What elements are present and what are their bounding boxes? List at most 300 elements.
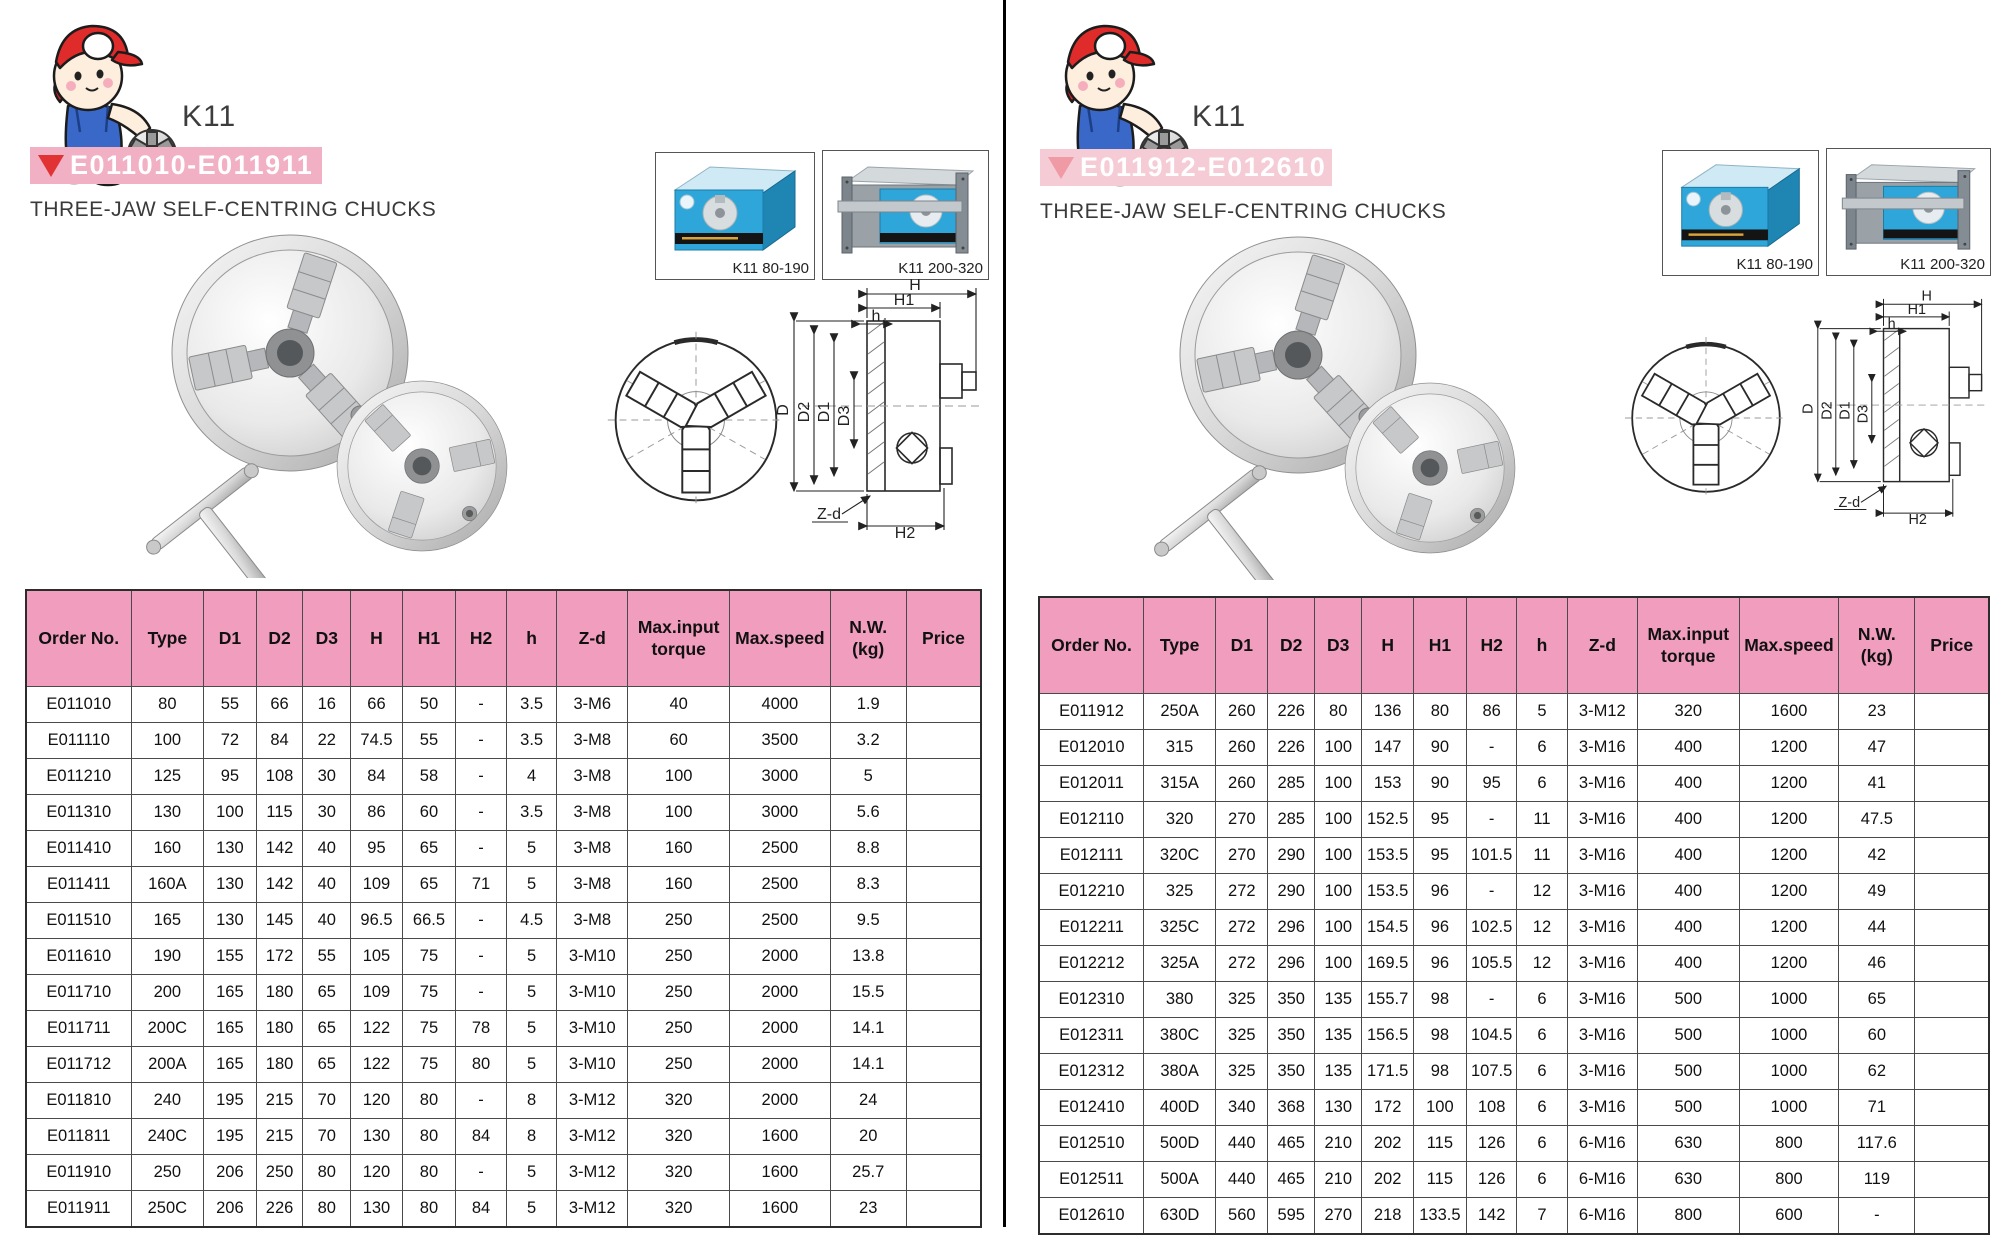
table-cell: 23 <box>1839 694 1915 730</box>
table-cell: 6 <box>1517 1054 1567 1090</box>
table-cell: 800 <box>1739 1126 1839 1162</box>
table-cell: 3.5 <box>506 723 557 759</box>
table-cell: 250 <box>131 1155 204 1191</box>
table-cell: 320 <box>1637 694 1739 730</box>
table-cell: 50 <box>402 687 455 723</box>
table-cell: 500 <box>1637 1018 1739 1054</box>
table-cell: 285 <box>1268 802 1315 838</box>
table-cell: 104.5 <box>1466 1018 1516 1054</box>
table-cell: - <box>456 1155 507 1191</box>
table-cell: - <box>1466 874 1516 910</box>
table-cell <box>1915 874 1989 910</box>
front-view-drawing <box>598 322 794 518</box>
table-cell: 165 <box>204 1047 257 1083</box>
table-cell <box>1915 1162 1989 1198</box>
column-header: Order No. <box>1039 597 1144 694</box>
table-cell: - <box>456 687 507 723</box>
table-cell: 440 <box>1216 1162 1268 1198</box>
table-cell: 122 <box>351 1047 403 1083</box>
table-cell <box>1915 1126 1989 1162</box>
chuck-key-photo <box>1152 463 1342 580</box>
table-cell: 400 <box>1637 910 1739 946</box>
table-cell: 8 <box>506 1083 557 1119</box>
table-cell: 272 <box>1216 910 1268 946</box>
thumb-caption: K11 80-190 <box>732 260 809 277</box>
table-cell: 100 <box>1314 802 1362 838</box>
table-cell: 130 <box>131 795 204 831</box>
table-cell: 3-M16 <box>1567 982 1637 1018</box>
column-header: Type <box>131 590 204 687</box>
table-cell: - <box>1466 982 1516 1018</box>
table-cell: 560 <box>1216 1198 1268 1235</box>
table-cell: 1200 <box>1739 838 1839 874</box>
table-cell: 315 <box>1144 730 1216 766</box>
table-cell: 14.1 <box>830 1011 906 1047</box>
table-cell: 315A <box>1144 766 1216 802</box>
table-row <box>26 939 981 975</box>
table-cell <box>906 1191 981 1228</box>
spec-table <box>1038 596 1990 1235</box>
table-cell <box>906 795 981 831</box>
table-cell: 465 <box>1268 1162 1315 1198</box>
table-cell: 100 <box>1314 730 1362 766</box>
table-cell: 296 <box>1268 910 1315 946</box>
table-row <box>26 1155 981 1191</box>
table-cell: 3.2 <box>830 723 906 759</box>
table-cell: 154.5 <box>1362 910 1413 946</box>
table-cell: 95 <box>1413 838 1466 874</box>
table-cell: 12 <box>1517 910 1567 946</box>
table-cell: 119 <box>1839 1162 1915 1198</box>
table-cell: 4 <box>506 759 557 795</box>
table-cell: 100 <box>628 759 730 795</box>
table-cell: - <box>456 723 507 759</box>
table-cell: E012111 <box>1039 838 1144 874</box>
table-cell: 1600 <box>1739 694 1839 730</box>
table-cell: 4.5 <box>506 903 557 939</box>
table-cell: 102.5 <box>1466 910 1516 946</box>
table-cell: 96 <box>1413 946 1466 982</box>
table-cell: 44 <box>1839 910 1915 946</box>
table-cell: 130 <box>351 1119 403 1155</box>
side-view-drawing <box>1798 282 1995 530</box>
table-row <box>26 903 981 939</box>
table-cell: 215 <box>256 1083 303 1119</box>
table-cell: E012110 <box>1039 802 1144 838</box>
dim-label-Zd: Z-d <box>1838 494 1861 511</box>
table-cell: 145 <box>256 903 303 939</box>
dim-label-D3: D3 <box>1855 404 1872 424</box>
table-cell: 325 <box>1144 874 1216 910</box>
table-cell: 126 <box>1466 1162 1516 1198</box>
range-banner <box>1040 149 1332 186</box>
table-cell: 155 <box>204 939 257 975</box>
table-cell <box>1915 838 1989 874</box>
table-cell: 3-M8 <box>557 831 628 867</box>
table-cell: E011210 <box>26 759 131 795</box>
table-cell: 3-M10 <box>557 1047 628 1083</box>
table-cell: 320 <box>1144 802 1216 838</box>
table-cell: 3-M16 <box>1567 1018 1637 1054</box>
table-cell: 9.5 <box>830 903 906 939</box>
table-cell <box>1915 1090 1989 1126</box>
dim-label-Zd: Z-d <box>817 506 841 523</box>
table-cell: 210 <box>1314 1126 1362 1162</box>
table-cell: 126 <box>1466 1126 1516 1162</box>
table-cell: 74.5 <box>351 723 403 759</box>
table-row <box>26 1011 981 1047</box>
table-row <box>1039 730 1989 766</box>
table-cell: 75 <box>402 1011 455 1047</box>
table-cell: 75 <box>402 939 455 975</box>
range-text: E011912-E012610 <box>1080 152 1327 182</box>
table-cell: 1600 <box>730 1119 830 1155</box>
table-cell: 90 <box>1413 730 1466 766</box>
table-cell: 80 <box>303 1155 351 1191</box>
table-cell: 55 <box>402 723 455 759</box>
column-header: Max.input torque <box>1637 597 1739 694</box>
table-cell: 75 <box>402 975 455 1011</box>
model-label: K11 <box>1192 100 1247 133</box>
table-cell: 90 <box>1413 766 1466 802</box>
table-cell: 3-M12 <box>1567 694 1637 730</box>
table-cell: 2500 <box>730 867 830 903</box>
table-cell: 130 <box>204 831 257 867</box>
table-row <box>26 1191 981 1228</box>
table-cell: 325C <box>1144 910 1216 946</box>
table-cell: 260 <box>1216 730 1268 766</box>
table-cell: 3-M16 <box>1567 910 1637 946</box>
table-cell: 500 <box>1637 1090 1739 1126</box>
table-cell: E012610 <box>1039 1198 1144 1235</box>
table-cell: 3000 <box>730 759 830 795</box>
table-cell: E011912 <box>1039 694 1144 730</box>
table-cell: 800 <box>1739 1162 1839 1198</box>
table-row <box>1039 1054 1989 1090</box>
table-cell: 130 <box>351 1191 403 1228</box>
table-cell: 226 <box>1268 730 1315 766</box>
table-cell: 3-M8 <box>557 723 628 759</box>
thumb-caption: K11 80-190 <box>1736 256 1813 273</box>
table-cell: 400 <box>1637 730 1739 766</box>
table-cell: 260 <box>1216 766 1268 802</box>
table-cell: 135 <box>1314 982 1362 1018</box>
table-cell: 153.5 <box>1362 838 1413 874</box>
column-header: Max.speed <box>1739 597 1839 694</box>
table-cell: 65 <box>303 1011 351 1047</box>
table-cell: 100 <box>1314 766 1362 802</box>
table-cell: E011010 <box>26 687 131 723</box>
table-row <box>1039 838 1989 874</box>
table-cell: 120 <box>351 1155 403 1191</box>
table-cell <box>1915 766 1989 802</box>
table-cell: 80 <box>1314 694 1362 730</box>
table-cell: 3-M16 <box>1567 1054 1637 1090</box>
table-cell: E012410 <box>1039 1090 1144 1126</box>
table-cell: 12 <box>1517 874 1567 910</box>
thumb-caption: K11 200-320 <box>898 260 983 277</box>
table-cell <box>1915 946 1989 982</box>
table-cell: 100 <box>204 795 257 831</box>
table-cell: 1000 <box>1739 982 1839 1018</box>
table-cell <box>906 903 981 939</box>
table-row <box>1039 1126 1989 1162</box>
table-cell: 400 <box>1637 874 1739 910</box>
table-cell: 165 <box>131 903 204 939</box>
table-cell <box>906 1119 981 1155</box>
front-view-drawing <box>1616 328 1796 508</box>
table-cell: 6-M16 <box>1567 1162 1637 1198</box>
table-cell <box>906 975 981 1011</box>
table-cell: 147 <box>1362 730 1413 766</box>
table-cell: 84 <box>351 759 403 795</box>
column-header: N.W. (kg) <box>1839 597 1915 694</box>
table-cell: 630D <box>1144 1198 1216 1235</box>
table-cell <box>1915 1198 1989 1235</box>
table-cell: 100 <box>1314 910 1362 946</box>
dim-label-D: D <box>1800 403 1817 414</box>
table-cell: 135 <box>1314 1054 1362 1090</box>
table-cell: 3-M16 <box>1567 838 1637 874</box>
table-cell: 136 <box>1362 694 1413 730</box>
table-cell: 320C <box>1144 838 1216 874</box>
column-header: Max.speed <box>730 590 830 687</box>
table-cell: E011410 <box>26 831 131 867</box>
table-cell: 2000 <box>730 1047 830 1083</box>
table-cell <box>906 831 981 867</box>
table-cell: E011110 <box>26 723 131 759</box>
table-row <box>1039 874 1989 910</box>
table-cell: 108 <box>1466 1090 1516 1126</box>
packaging-thumb-carton <box>655 152 815 280</box>
table-cell: 250 <box>628 1011 730 1047</box>
table-cell: 350 <box>1268 1018 1315 1054</box>
table-cell: 14.1 <box>830 1047 906 1083</box>
table-cell: 133.5 <box>1413 1198 1466 1235</box>
table-cell: E011711 <box>26 1011 131 1047</box>
table-cell: 296 <box>1268 946 1315 982</box>
table-cell: 400 <box>1637 946 1739 982</box>
table-cell: 71 <box>1839 1090 1915 1126</box>
table-row <box>1039 982 1989 1018</box>
table-cell: 100 <box>1314 874 1362 910</box>
table-cell: 80 <box>402 1155 455 1191</box>
table-cell: 250 <box>628 903 730 939</box>
table-cell: 60 <box>1839 1018 1915 1054</box>
table-row <box>26 1119 981 1155</box>
table-row <box>26 795 981 831</box>
table-cell: 3-M6 <box>557 687 628 723</box>
table-cell: 5 <box>830 759 906 795</box>
table-cell: 115 <box>1413 1162 1466 1198</box>
dim-label-D2: D2 <box>796 401 813 423</box>
chuck-small-photo <box>1345 383 1515 553</box>
table-cell: 84 <box>256 723 303 759</box>
table-cell: 5 <box>506 1191 557 1228</box>
table-cell: 180 <box>256 975 303 1011</box>
table-cell: 49 <box>1839 874 1915 910</box>
table-cell: E011910 <box>26 1155 131 1191</box>
dim-label-H: H <box>1921 288 1932 305</box>
table-cell: 47.5 <box>1839 802 1915 838</box>
column-header: h <box>1517 597 1567 694</box>
table-cell: 105.5 <box>1466 946 1516 982</box>
dim-label-D1: D1 <box>816 401 833 423</box>
table-row <box>1039 694 1989 730</box>
dim-label-H: H <box>909 277 921 294</box>
table-cell: E012010 <box>1039 730 1144 766</box>
table-cell: 66 <box>351 687 403 723</box>
table-cell: 95 <box>1413 802 1466 838</box>
table-cell: 3-M8 <box>557 759 628 795</box>
table-cell: - <box>456 831 507 867</box>
table-cell: 71 <box>456 867 507 903</box>
table-cell: 40 <box>628 687 730 723</box>
table-cell: 500 <box>1637 982 1739 1018</box>
table-cell: E011712 <box>26 1047 131 1083</box>
table-cell: 206 <box>204 1155 257 1191</box>
table-cell: 65 <box>1839 982 1915 1018</box>
table-cell: 5 <box>506 867 557 903</box>
table-cell: 8 <box>506 1119 557 1155</box>
table-row <box>1039 1090 1989 1126</box>
table-cell: 290 <box>1268 838 1315 874</box>
table-cell <box>1915 730 1989 766</box>
table-cell: 6-M16 <box>1567 1126 1637 1162</box>
table-cell: 86 <box>1466 694 1516 730</box>
table-cell: 1000 <box>1739 1090 1839 1126</box>
column-header: Type <box>1144 597 1216 694</box>
table-cell: 169.5 <box>1362 946 1413 982</box>
table-cell: 153.5 <box>1362 874 1413 910</box>
table-cell <box>1915 982 1989 1018</box>
table-cell: 70 <box>303 1083 351 1119</box>
table-cell: 272 <box>1216 946 1268 982</box>
table-cell <box>1915 802 1989 838</box>
table-cell: 80 <box>303 1191 351 1228</box>
table-cell: 109 <box>351 975 403 1011</box>
table-cell: 1200 <box>1739 802 1839 838</box>
table-cell: E011310 <box>26 795 131 831</box>
table-cell: 11 <box>1517 802 1567 838</box>
column-header: D2 <box>1268 597 1315 694</box>
carton-box-icon <box>660 157 810 257</box>
column-header: Z-d <box>1567 597 1637 694</box>
table-cell: 400D <box>1144 1090 1216 1126</box>
table-row <box>26 831 981 867</box>
column-header: D1 <box>204 590 257 687</box>
table-cell: E012310 <box>1039 982 1144 1018</box>
table-cell: 1600 <box>730 1155 830 1191</box>
table-cell: 380A <box>1144 1054 1216 1090</box>
table-cell: 72 <box>204 723 257 759</box>
packaging-thumb-crate <box>1826 148 1991 276</box>
table-cell: 3-M8 <box>557 903 628 939</box>
table-cell: 3-M10 <box>557 1011 628 1047</box>
range-text: E011010-E011911 <box>70 150 314 180</box>
table-cell: 200A <box>131 1047 204 1083</box>
table-cell: 130 <box>204 903 257 939</box>
table-cell: 65 <box>303 975 351 1011</box>
table-cell: 350 <box>1268 982 1315 1018</box>
column-header: H <box>1362 597 1413 694</box>
table-cell: 80 <box>456 1047 507 1083</box>
table-cell: 500D <box>1144 1126 1216 1162</box>
table-cell: 5 <box>506 975 557 1011</box>
table-cell: 1.9 <box>830 687 906 723</box>
table-cell: 180 <box>256 1011 303 1047</box>
table-cell: 100 <box>1413 1090 1466 1126</box>
table-cell: 200 <box>131 975 204 1011</box>
table-cell: 2500 <box>730 831 830 867</box>
table-cell: 320 <box>628 1191 730 1228</box>
table-cell: E011610 <box>26 939 131 975</box>
table-cell: 75 <box>402 1047 455 1083</box>
table-row <box>26 1083 981 1119</box>
table-cell: 190 <box>131 939 204 975</box>
table-cell: 325A <box>1144 946 1216 982</box>
table-cell: 465 <box>1268 1126 1315 1162</box>
table-cell: 595 <box>1268 1198 1315 1235</box>
table-cell: 500A <box>1144 1162 1216 1198</box>
table-cell: 5 <box>506 939 557 975</box>
table-cell: 2000 <box>730 1011 830 1047</box>
dim-label-H2: H2 <box>1908 511 1927 528</box>
table-cell: 5 <box>506 1047 557 1083</box>
dim-label-H1: H1 <box>893 292 915 309</box>
table-cell: 142 <box>256 831 303 867</box>
table-cell: 2000 <box>730 939 830 975</box>
table-cell: 60 <box>402 795 455 831</box>
table-row <box>1039 802 1989 838</box>
table-cell: 325 <box>1216 1018 1268 1054</box>
spec-table <box>25 589 982 1228</box>
column-header: Order No. <box>26 590 131 687</box>
column-header: H1 <box>402 590 455 687</box>
table-cell: 320 <box>628 1083 730 1119</box>
table-cell: 195 <box>204 1119 257 1155</box>
table-cell <box>906 867 981 903</box>
table-cell: 25.7 <box>830 1155 906 1191</box>
product-photo <box>80 198 530 578</box>
table-cell: 6 <box>1517 1090 1567 1126</box>
table-cell: 3-M16 <box>1567 766 1637 802</box>
table-cell: 380 <box>1144 982 1216 1018</box>
table-cell: 100 <box>628 795 730 831</box>
table-cell: 155.7 <box>1362 982 1413 1018</box>
table-cell: 202 <box>1362 1126 1413 1162</box>
table-cell: 6 <box>1517 766 1567 802</box>
page-title: THREE-JAW SELF-CENTRING CHUCKS <box>1040 200 1447 223</box>
table-cell <box>906 939 981 975</box>
table-cell: E011510 <box>26 903 131 939</box>
table-cell: 20 <box>830 1119 906 1155</box>
table-cell: 6-M16 <box>1567 1198 1637 1235</box>
table-cell: 1200 <box>1739 766 1839 802</box>
table-cell: 40 <box>303 867 351 903</box>
table-cell: - <box>456 903 507 939</box>
table-cell: E011810 <box>26 1083 131 1119</box>
table-cell: 1200 <box>1739 910 1839 946</box>
table-cell: 3-M10 <box>557 939 628 975</box>
table-cell: 350 <box>1268 1054 1315 1090</box>
column-header: H2 <box>456 590 507 687</box>
table-cell: 6 <box>1517 1018 1567 1054</box>
table-cell: 7 <box>1517 1198 1567 1235</box>
table-cell: 6 <box>1517 1126 1567 1162</box>
table-cell: 250 <box>628 975 730 1011</box>
column-header: Max.input torque <box>628 590 730 687</box>
